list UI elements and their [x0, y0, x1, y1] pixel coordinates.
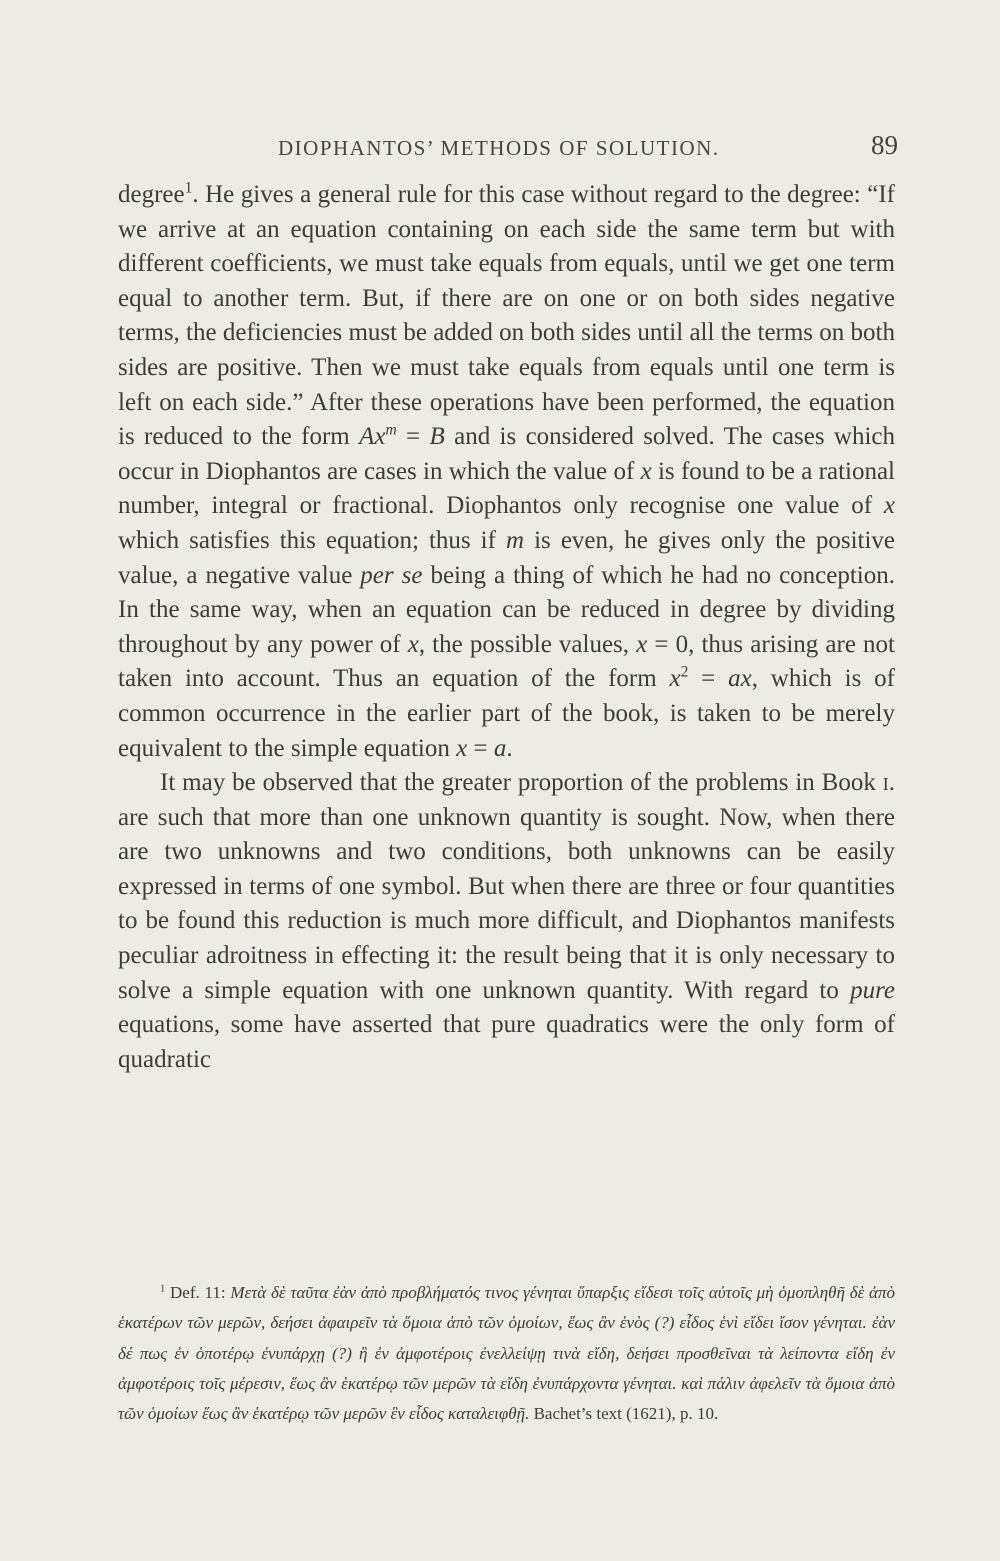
math-var: x — [456, 734, 468, 762]
math-exponent — [385, 422, 396, 439]
text-run: is found to be a rational number, integral or fractional. Diophantos only recognise one value of — [118, 457, 895, 520]
text-run: = 0, thus arising are not taken into account. Thus an equation of the form — [118, 630, 895, 693]
text-run: which satisfies this equation; thus if — [118, 526, 506, 554]
math-var: a — [493, 734, 507, 762]
math-var: m — [506, 526, 525, 554]
text-run: equations, some have asserted that pure quadratics were the only form of quadratic — [118, 1011, 895, 1073]
footnote-definition-ref: Def. 11: — [165, 1283, 231, 1302]
footnote-text — [118, 1278, 895, 1429]
text-run: , which is of common occurrence in the earlier part of the book, is taken to be merely equivalent to the simple equation — [118, 665, 895, 762]
page-number: 89 — [871, 130, 898, 160]
math-var: B — [429, 423, 445, 451]
text-run: . He gives a general rule for this case without regard to the degree: “If we arrive at an equation containing on each side the same term but with different coefficients, we must take equals from equals, until we get one term equal to another term. But, if there are on one or on both sides negative terms, the deficiencies must be added on both sides until all the terms on both sides are positive. Then we must take equals from equals until one term is left on each side.” After these operations have been performed, the equation is reduced to the form — [118, 181, 895, 451]
math-var: x — [883, 492, 895, 520]
running-title: DIOPHANTOS’ METHODS OF SOLUTION. — [278, 136, 720, 160]
emphasis: pure — [850, 976, 895, 1004]
emphasis: per se — [360, 561, 423, 589]
math-var: ax — [728, 665, 752, 693]
body-text — [118, 178, 895, 1077]
paragraph-2 — [118, 766, 895, 1077]
text-run: , the possible values, — [418, 630, 637, 658]
text-run: = — [688, 665, 729, 693]
math-var: A — [359, 423, 375, 451]
math-exponent: 2 — [680, 663, 689, 681]
text-run: being a thing of which he had no conception. In the same way, when an equation can be reduced in degree by dividing throughout by any power of — [118, 561, 895, 658]
text-run: = — [467, 734, 494, 762]
math-var: x — [669, 665, 681, 693]
text-run: degree — [118, 181, 185, 208]
text-run: and is considered solved. The cases which occur in Diophantos are cases in which the value of — [118, 423, 896, 485]
footnote-mark: 1 — [160, 1283, 166, 1295]
math-var: x — [407, 630, 419, 658]
book-numeral: i — [882, 769, 889, 797]
text-run: . — [506, 734, 513, 762]
text-run: = — [396, 423, 430, 451]
paragraph-1 — [118, 178, 895, 766]
footnote-reference: 1 — [184, 179, 193, 197]
page-header — [118, 130, 898, 170]
math-var: x — [374, 423, 386, 451]
footnote-source: Bachet’s text (1621), p. 10. — [529, 1404, 719, 1424]
text-run: It may be observed that the greater proportion of the problems in Book — [160, 769, 883, 797]
math-var: m — [385, 421, 397, 439]
footnote — [118, 1278, 895, 1429]
math-var: x — [636, 630, 648, 658]
math-var: x — [640, 457, 652, 485]
text-run: is even, he gives only the positive value, a negative value — [118, 526, 896, 589]
text-run: . are such that more than one unknown quantity is sought. Now, when there are two unknowns and two conditions, both unknowns can be easily expressed in terms of one symbol. But when there are three or four quantities to be found this reduction is much more difficult, and Diophantos manifests peculiar adroitness in effecting it: the result being that it is only necessary to solve a simple equation with one unknown quantity. With regard to — [118, 769, 895, 1004]
footnote-greek-quote: Μετὰ δὲ ταῦτα ἐὰν ἀπὸ προβλήματός τινος γένηται ὕπαρξις εἴδεσι τοῖς αὐτοῖς μὴ ὁμοπληθῆ δὲ ἀπὸ ἑκατέρων τῶν μερῶν, δεήσει ἀφαιρεῖν τὰ ὅμοια ἀπὸ τῶν ὁμοίων, ἕως ἂν ἑνὸς (?) εἶδος ἑνὶ εἴδει ἴσον γένηται. ἐὰν δέ πως ἐν ὁποτέρῳ ἐνυπάρχῃ (?) ἢ ἐν ἀμφοτέροις ἐνελλείψῃ τινὰ εἴδη, δεήσει προσθεῖναι τὰ λείποντα εἴδη ἐν ἀμφοτέροις τοῖς μέρεσιν, ἕως ἂν ἑκατέρῳ τῶν μερῶν τὰ εἴδη ἐνυπάρχοντα γένηται. καὶ πάλιν ἀφελεῖν τὰ ὅμοια ἀπὸ τῶν ὁμοίων ἕως ἂν ἑκατέρῳ τῶν μερῶν ἓν εἶδος καταλειφθῇ. — [118, 1283, 896, 1424]
